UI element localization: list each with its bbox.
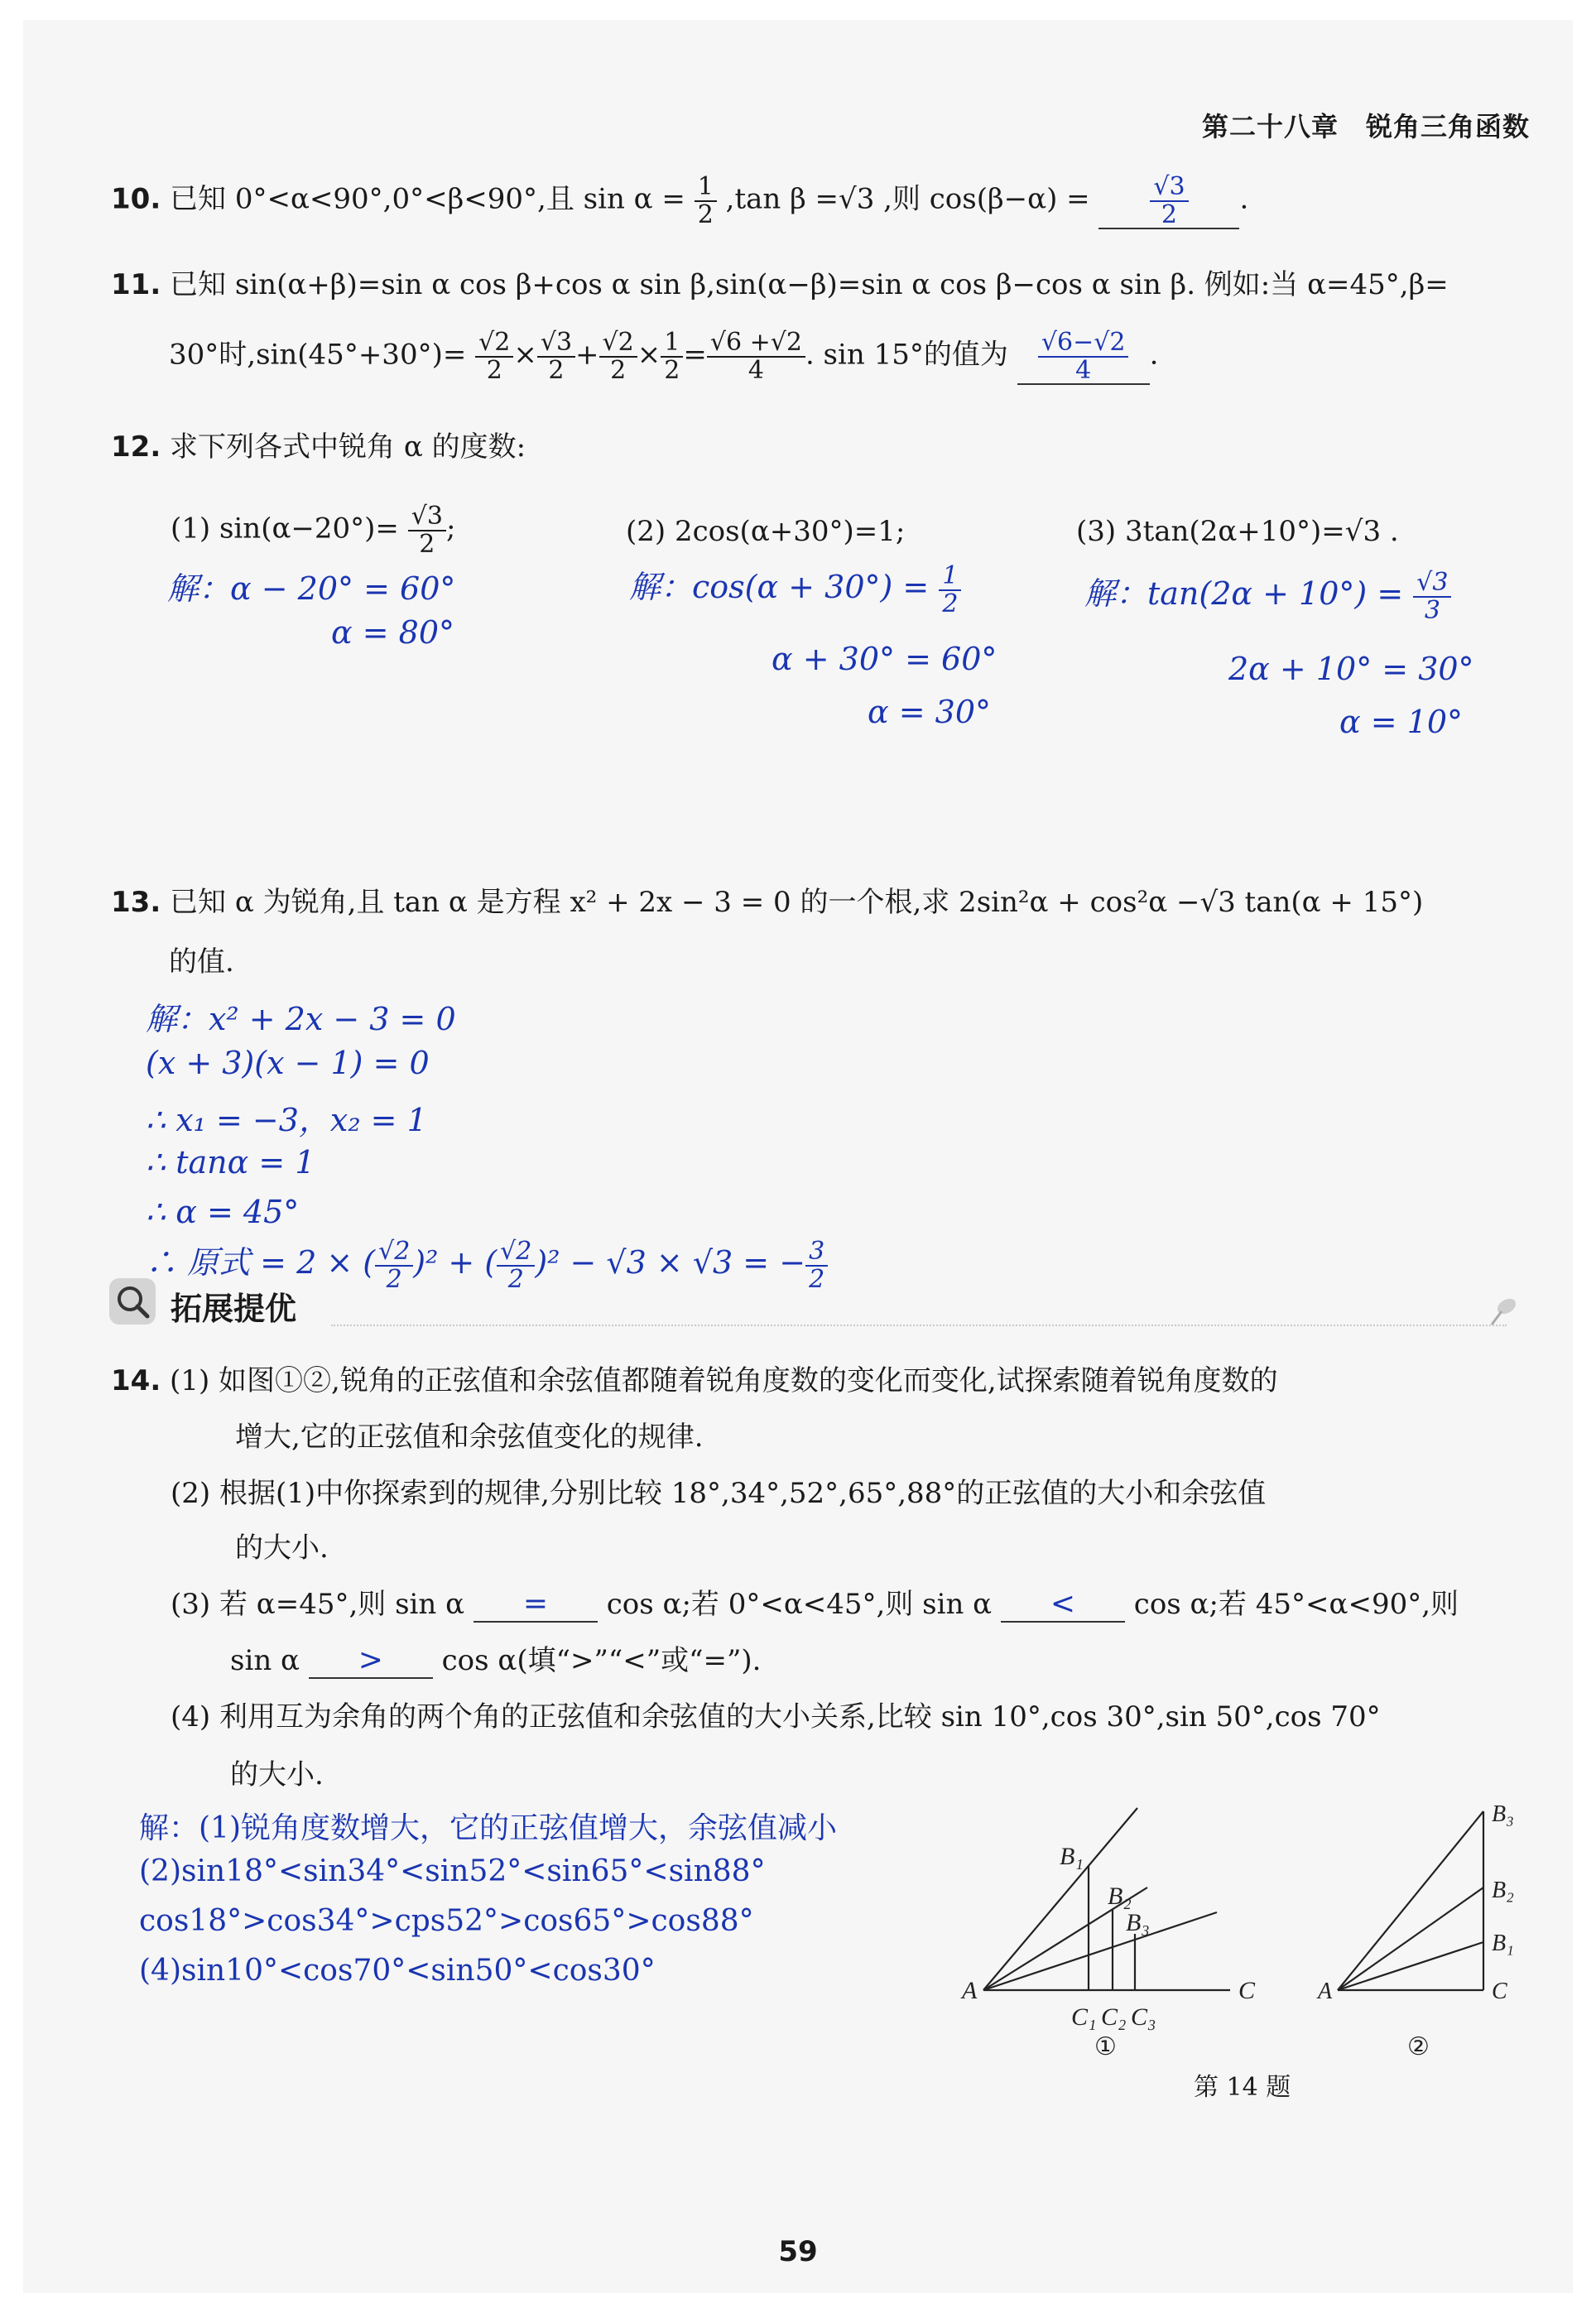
question-text: cos α;若 45°<α<90°,则 (1133, 1588, 1459, 1621)
denominator: 2 (419, 529, 435, 559)
section-divider (331, 1325, 1507, 1326)
q14-solution-line3: cos18°>cos34°>cps52°>cos65°>cos88° (139, 1904, 754, 1938)
question-10 (111, 174, 1248, 229)
numerator: √2 (375, 1238, 413, 1267)
numerator: √2 (599, 329, 637, 358)
numerator: √3 (1413, 570, 1451, 598)
question-number: 10. (111, 182, 161, 216)
question-text: sin α (230, 1644, 300, 1677)
label-C: C (1492, 1979, 1507, 2004)
question-text: 已知 α 为锐角,且 tan α 是方程 x² + 2x − 3 = 0 的一个根,求 2sin²α + cos²α −√3 tan(α + 15°) (170, 886, 1424, 919)
ray-AB2 (1338, 1887, 1483, 1990)
fraction (537, 329, 575, 383)
ray-AB3 (1338, 1811, 1483, 1990)
question-text: cos α;若 0°<α<45°,则 sin α (606, 1588, 993, 1621)
part-text: (1) sin(α−20°)= (171, 512, 399, 546)
q12-solution1-line1: 解：α − 20° = 60° (167, 570, 456, 607)
answer-blank: > (309, 1643, 433, 1679)
question-number: 11. (111, 268, 161, 301)
q13-solution-line2: (x + 3)(x − 1) = 0 (146, 1045, 430, 1081)
label-B1: B₁ (1060, 1843, 1084, 1870)
numerator: √6 +√2 (707, 329, 805, 358)
question-text: (1) 如图①②,锐角的正弦值和余弦值都随着锐角度数的变化而变化,试探索随着锐角度数的 (170, 1364, 1278, 1397)
question-text: (3) 若 α=45°,则 sin α (171, 1588, 465, 1621)
q12-solution2-line1 (629, 561, 961, 617)
denominator: 2 (507, 1264, 524, 1294)
q13-solution-line5: ∴ α = 45° (146, 1194, 300, 1230)
question-13-line1 (111, 879, 1423, 920)
question-text: 已知 sin(α+β)=sin α cos β+cos α sin β,sin(α−β)=sin α cos β−cos α sin β. 例如:当 α=45°,β= (170, 268, 1449, 301)
numerator: √2 (497, 1238, 535, 1267)
numerator: 1 (939, 563, 961, 591)
chapter-header: 第二十八章 锐角三角函数 (1201, 111, 1530, 142)
ray-AB3 (983, 1912, 1217, 1990)
fraction (408, 503, 446, 557)
denominator: 2 (548, 355, 565, 385)
question-number: 13. (111, 886, 161, 919)
question-14-part2-line2: 的大小. (235, 1532, 329, 1565)
question-text: cos α(填“>”“<”或“=”). (441, 1644, 762, 1677)
question-number: 12. (111, 430, 161, 464)
question-14-part4-line2: 的大小. (230, 1758, 324, 1791)
q12-part2: (2) 2cos(α+30°)=1; (626, 515, 906, 548)
section-title: 拓展提优 (171, 1291, 297, 1327)
denominator: 2 (809, 1264, 825, 1294)
q12-solution2-line3: α = 30° (868, 694, 992, 730)
q14-solution-line1: 解：(1)锐角度数增大，它的正弦值增大，余弦值减小 (139, 1811, 837, 1845)
pin-icon (1487, 1291, 1523, 1328)
answer-fraction (1150, 174, 1188, 228)
solution-text: ∴ 原式 = 2 × ( (146, 1244, 376, 1281)
question-14-part4-line1: (4) 利用互为余角的两个角的正弦值和余弦值的大小关系,比较 sin 10°,cos 30°,sin 50°,cos 70° (171, 1700, 1381, 1734)
numerator: √6−√2 (1038, 329, 1129, 358)
numerator: 1 (695, 174, 717, 202)
question-text: 求下列各式中锐角 α 的度数: (170, 430, 526, 464)
ray-AB1 (1338, 1942, 1483, 1990)
q12-part3: (3) 3tan(2α+10°)=√3 . (1076, 515, 1399, 548)
denominator: 2 (610, 355, 627, 385)
denominator: 3 (1424, 595, 1440, 625)
label-C3: C₃ (1131, 2003, 1156, 2031)
figure-1-number: ① (1094, 2032, 1117, 2061)
solution-text: )² − √3 × √3 = − (535, 1244, 806, 1281)
denominator: 2 (486, 355, 502, 385)
period: . (1239, 182, 1249, 216)
denominator: 2 (942, 589, 959, 618)
answer-blank: < (1001, 1587, 1125, 1623)
fraction (599, 329, 637, 383)
answer-blank (1098, 174, 1239, 229)
question-11-line2 (169, 329, 1158, 385)
question-14-part1-line1 (111, 1358, 1278, 1398)
question-14-part2-line1: (2) 根据(1)中你探索到的规律,分别比较 18°,34°,52°,65°,88°的正弦值的大小和余弦值 (171, 1477, 1267, 1510)
label-A: A (1318, 1979, 1333, 2004)
q14-solution-line4: (4)sin10°<cos70°<sin50°<cos30° (139, 1954, 656, 1988)
label-A: A (962, 1977, 978, 2004)
label-B2: B₂ (1108, 1883, 1132, 1910)
q12-solution3-line2: 2α + 10° = 30° (1228, 651, 1474, 687)
q12-solution3-line1 (1084, 568, 1451, 623)
q12-part1 (171, 503, 455, 557)
figure-2-number: ② (1407, 2032, 1430, 2061)
q14-solution-line2: (2)sin18°<sin34°<sin52°<sin65°<sin88° (139, 1854, 766, 1888)
label-C: C (1238, 1977, 1256, 2004)
label-B2: B₂ (1492, 1878, 1514, 1903)
punct: ; (445, 512, 456, 546)
q12-solution3-line3: α = 10° (1339, 704, 1464, 740)
label-B3: B₃ (1492, 1801, 1514, 1827)
fraction (939, 563, 961, 617)
fraction (695, 174, 717, 228)
denominator: 2 (664, 355, 680, 385)
question-12 (111, 424, 526, 464)
fraction (497, 1238, 535, 1292)
label-B1: B₁ (1492, 1931, 1514, 1956)
q13-solution-line3: ∴ x₁ = −3，x₂ = 1 (146, 1102, 427, 1138)
period: . (1149, 338, 1159, 372)
answer-fraction (1038, 329, 1129, 383)
fraction (475, 329, 513, 383)
denominator: 4 (748, 355, 764, 385)
question-13-line2: 的值. (169, 945, 234, 979)
question-14-part3-line1 (171, 1581, 1459, 1623)
label-B3: B₃ (1126, 1909, 1150, 1936)
figure-2 (1316, 1796, 1531, 2061)
numerator: 3 (805, 1238, 828, 1267)
solution-text: 解：cos(α + 30°) = (629, 569, 930, 605)
operator: × (637, 338, 661, 372)
figure-caption: 第 14 题 (1194, 2073, 1291, 2102)
operator: = (683, 338, 707, 372)
numerator: √3 (1150, 174, 1188, 202)
page-number: 59 (778, 2235, 818, 2268)
figure-1 (960, 1796, 1275, 2061)
answer-blank: = (474, 1587, 598, 1623)
question-14-part1-line2: 增大,它的正弦值和余弦值变化的规律. (235, 1421, 704, 1454)
label-C2: C₂ (1101, 2003, 1127, 2031)
operator: + (575, 338, 599, 372)
solution-text: )² + ( (413, 1244, 498, 1281)
q13-solution-line1: 解：x² + 2x − 3 = 0 (146, 1001, 456, 1037)
fraction (375, 1238, 413, 1292)
question-text: 已知 0°<α<90°,0°<β<90°,且 sin α = (170, 182, 685, 216)
denominator: 4 (1075, 355, 1092, 385)
label-C1: C₁ (1071, 2003, 1097, 2031)
denominator: 2 (697, 200, 714, 229)
question-number: 14. (111, 1364, 161, 1397)
question-text-2: ,tan β =√3 ,则 cos(β−α) = (725, 182, 1090, 216)
q12-solution1-line2: α = 80° (331, 614, 455, 651)
q12-solution2-line2: α + 30° = 60° (772, 641, 997, 677)
numerator: √2 (475, 329, 513, 358)
denominator: 2 (1161, 200, 1177, 229)
question-text: 30°时,sin(45°+30°)= (169, 338, 467, 372)
numerator: √3 (408, 503, 446, 531)
question-text: . sin 15°的值为 (805, 338, 1008, 372)
numerator: √3 (537, 329, 575, 358)
solution-text: 解：tan(2α + 10°) = (1084, 575, 1404, 612)
numerator: 1 (661, 329, 683, 358)
answer-blank (1017, 329, 1150, 385)
fraction (805, 1238, 828, 1292)
q13-solution-line4: ∴ tanα = 1 (146, 1144, 315, 1181)
fraction (1413, 570, 1451, 623)
operator: × (513, 338, 537, 372)
search-icon (108, 1277, 157, 1326)
fraction (661, 329, 683, 383)
fraction (707, 329, 805, 383)
question-14-part3-line2 (230, 1637, 761, 1679)
question-11-line1 (111, 262, 1449, 302)
denominator: 2 (386, 1264, 402, 1294)
